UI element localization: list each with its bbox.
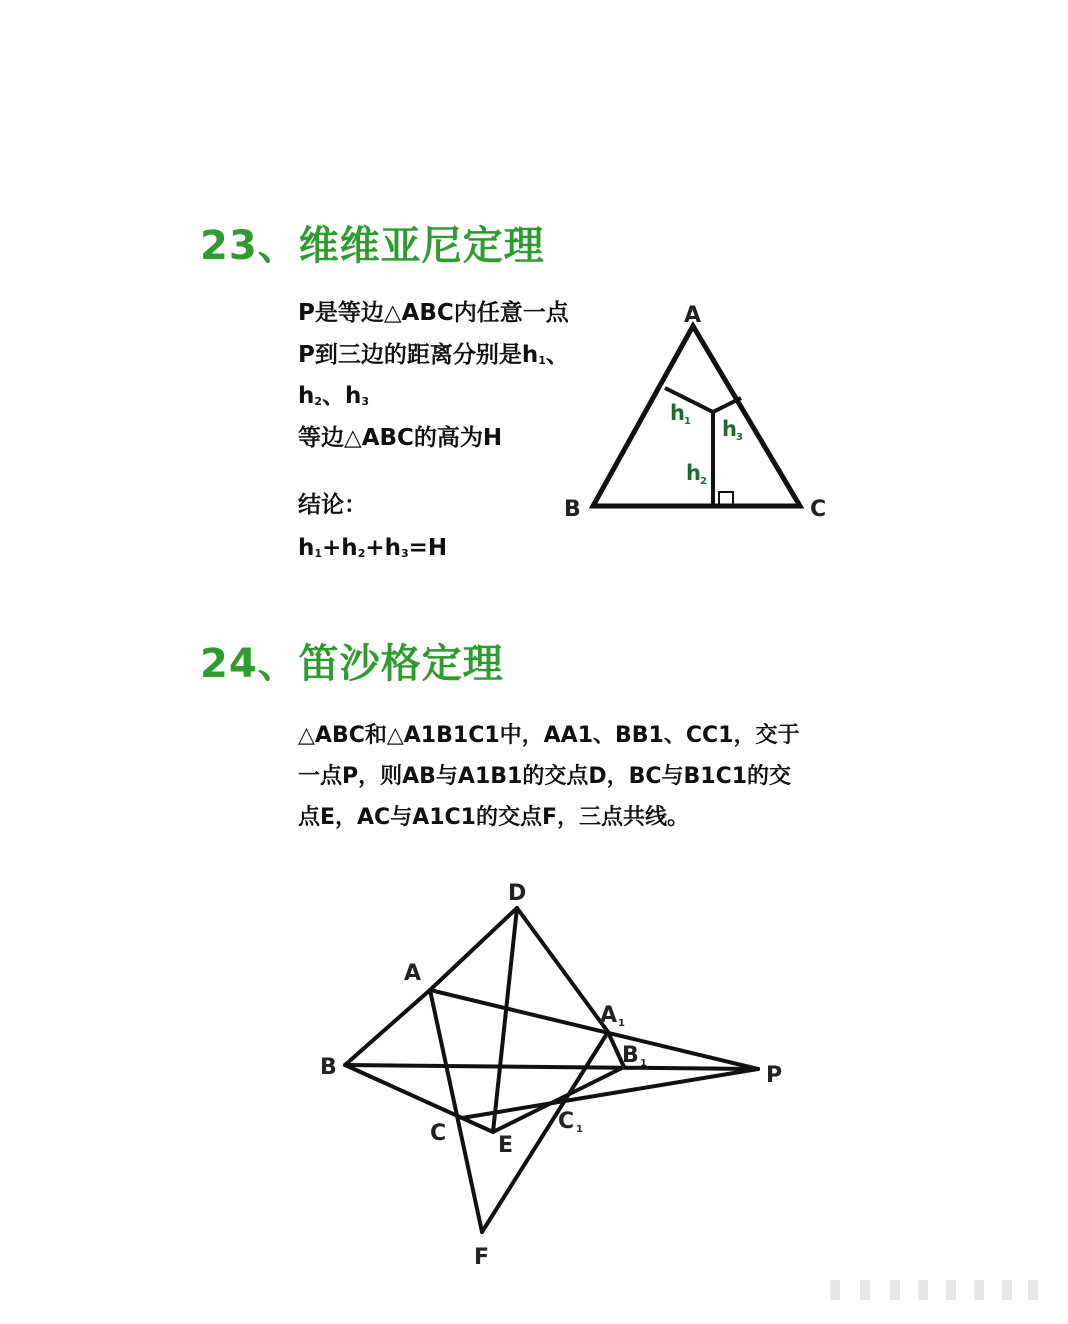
- viviani-statement-line-1: P是等边△ABC内任意一点: [298, 300, 569, 326]
- formula-plus-h2: +h: [322, 535, 358, 561]
- desargues-statement-line-2: 一点P，则AB与A1B1的交点D，BC与B1C1的交: [298, 764, 792, 789]
- formula-eq-h: =H: [408, 535, 448, 561]
- line-B-P: [345, 1065, 758, 1069]
- formula-sub3: 3: [401, 547, 409, 560]
- formula-h1: h: [298, 535, 315, 561]
- line-C-P: [462, 1069, 758, 1118]
- label-B: B: [320, 1055, 337, 1080]
- line-A-F: [430, 990, 482, 1232]
- label-F: F: [474, 1245, 490, 1270]
- desargues-statement-line-3: 点E，AC与A1C1的交点F，三点共线。: [298, 805, 690, 830]
- label-A1: A: [600, 1003, 618, 1028]
- label-h2: h: [686, 461, 701, 485]
- line3-sub-b: 3: [361, 395, 370, 408]
- label-B1-sub: 1: [640, 1058, 647, 1069]
- label-h1: h: [670, 401, 685, 425]
- label-P: P: [766, 1063, 783, 1088]
- line-A-D: [430, 908, 517, 990]
- desargues-statement-line-1: △ABC和△A1B1C1中，AA1、BB1、CC1，交于: [298, 723, 800, 748]
- section-23-title: 23、维维亚尼定理: [200, 223, 545, 269]
- line2-sub: 1: [538, 354, 546, 367]
- line3-sep: 、h: [322, 383, 362, 409]
- perpendicular-h3: [713, 398, 741, 412]
- label-C: C: [430, 1121, 447, 1146]
- label-C1-sub: 1: [576, 1124, 583, 1135]
- formula-sub1: 1: [314, 547, 323, 560]
- label-A: A: [684, 303, 702, 328]
- label-h3: h: [722, 417, 737, 441]
- label-B1: B: [622, 1043, 639, 1068]
- desargues-figure: [0, 860, 1068, 1280]
- line3-h: h: [298, 383, 315, 409]
- line2-post: 、: [545, 342, 569, 368]
- conclusion-label: 结论：: [298, 492, 367, 518]
- label-h1-sub: 1: [684, 416, 691, 427]
- label-E: E: [498, 1133, 514, 1158]
- label-C1: C: [558, 1109, 575, 1134]
- label-h2-sub: 2: [700, 476, 707, 487]
- viviani-triangle-figure: [0, 0, 1068, 620]
- line-B-E: [345, 1065, 493, 1132]
- line3-sub-a: 2: [314, 395, 323, 408]
- line-A-B: [345, 990, 430, 1065]
- label-D: D: [508, 881, 527, 906]
- label-A: A: [404, 961, 422, 986]
- formula-plus-h3: +h: [365, 535, 401, 561]
- viviani-statement-line-4: 等边△ABC的高为H: [298, 425, 503, 451]
- label-A1-sub: 1: [618, 1018, 625, 1029]
- line-D-E: [493, 908, 517, 1132]
- section-24-title: 24、笛沙格定理: [200, 641, 504, 687]
- label-C: C: [810, 497, 827, 522]
- decorative-bottom-marks: [830, 1278, 1045, 1302]
- label-B: B: [564, 497, 581, 522]
- line2-text: P到三边的距离分别是h: [298, 342, 539, 368]
- label-h3-sub: 3: [736, 432, 743, 443]
- formula-sub2: 2: [357, 547, 366, 560]
